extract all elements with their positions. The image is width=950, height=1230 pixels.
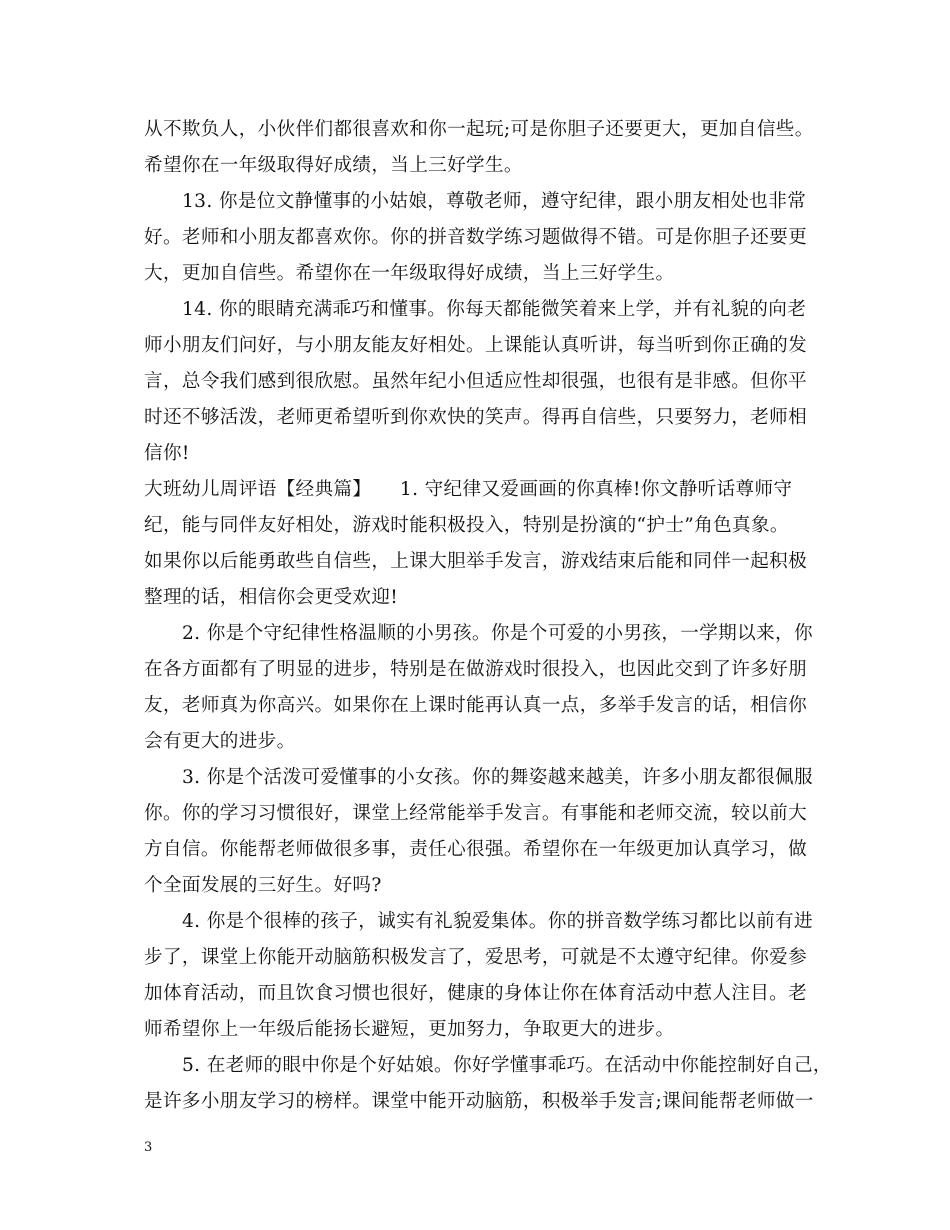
text-line: 言，总令我们感到很欣慰。虽然年纪小但适应性却很强，也很有是非感。但你平 bbox=[144, 371, 808, 392]
text-line: 信你! bbox=[144, 443, 190, 464]
text-line: 是许多小朋友学习的榜样。课堂中能开动脑筋，积极举手发言;课间能帮老师做一 bbox=[144, 1091, 814, 1112]
body-text bbox=[144, 112, 832, 1120]
text-line: 希望你在一年级取得好成绩，当上三好学生。 bbox=[144, 155, 523, 176]
text-line: 14. 你的眼睛充满乖巧和懂事。你每天都能微笑着来上学，并有礼貌的向老 bbox=[182, 299, 807, 320]
text-line: 5. 在老师的眼中你是个好姑娘。你好学懂事乖巧。在活动中你能控制好自己， bbox=[182, 1055, 832, 1076]
section-heading-line: 大班幼儿周评语【经典篇】 1. 守纪律又爱画画的你真棒!你文静听话尊师守 bbox=[144, 479, 793, 500]
text-line: 大，更加自信些。希望你在一年级取得好成绩，当上三好学生。 bbox=[144, 263, 675, 284]
text-line: 如果你以后能勇敢些自信些，上课大胆举手发言，游戏结束后能和同伴一起积极 bbox=[144, 551, 808, 572]
page-number: 3 bbox=[144, 1140, 153, 1155]
text-line: 在各方面都有了明显的进步，特别是在做游戏时很投入，也因此交到了许多好朋 bbox=[144, 659, 808, 680]
text-line: 加体育活动，而且饮食习惯也很好，健康的身体让你在体育活动中惹人注目。老 bbox=[144, 983, 808, 1004]
text-line: 师小朋友们问好，与小朋友能友好相处。上课能认真听讲，每当听到你正确的发 bbox=[144, 335, 808, 356]
text-line: 从不欺负人，小伙伴们都很喜欢和你一起玩;可是你胆子还要更大，更加自信些。 bbox=[144, 119, 814, 140]
text-line: 2. 你是个守纪律性格温顺的小男孩。你是个可爱的小男孩，一学期以来，你 bbox=[182, 623, 813, 644]
text-line: 13. 你是位文静懂事的小姑娘，尊敬老师，遵守纪律，跟小朋友相处也非常 bbox=[182, 191, 807, 212]
text-line: 时还不够活泼，老师更希望听到你欢快的笑声。得再自信些，只要努力，老师相 bbox=[144, 407, 808, 428]
text-line: 友，老师真为你高兴。如果你在上课时能再认真一点，多举手发言的话，相信你 bbox=[144, 695, 808, 716]
text-line: 3. 你是个活泼可爱懂事的小女孩。你的舞姿越来越美，许多小朋友都很佩服 bbox=[182, 767, 813, 788]
text-line: 好。老师和小朋友都喜欢你。你的拼音数学练习题做得不错。可是你胆子还要更 bbox=[144, 227, 808, 248]
text-line: 方自信。你能帮老师做很多事，责任心很强。希望你在一年级更加认真学习，做 bbox=[144, 839, 808, 860]
text-line: 个全面发展的三好生。好吗? bbox=[144, 875, 382, 896]
text-line: 你。你的学习习惯很好，课堂上经常能举手发言。有事能和老师交流，较以前大 bbox=[144, 803, 808, 824]
text-line: 纪，能与同伴友好相处，游戏时能积极投入，特别是扮演的“护士”角色真象。 bbox=[144, 515, 789, 536]
text-line: 步了，课堂上你能开动脑筋积极发言了，爱思考，可就是不太遵守纪律。你爱参 bbox=[144, 947, 808, 968]
text-line: 4. 你是个很棒的孩子，诚实有礼貌爱集体。你的拼音数学练习都比以前有进 bbox=[182, 911, 813, 932]
text-line: 整理的话，相信你会更受欢迎! bbox=[144, 587, 399, 608]
text-line: 会有更大的进步。 bbox=[144, 731, 296, 752]
text-line: 师希望你上一年级后能扬长避短，更加努力，争取更大的进步。 bbox=[144, 1019, 675, 1040]
